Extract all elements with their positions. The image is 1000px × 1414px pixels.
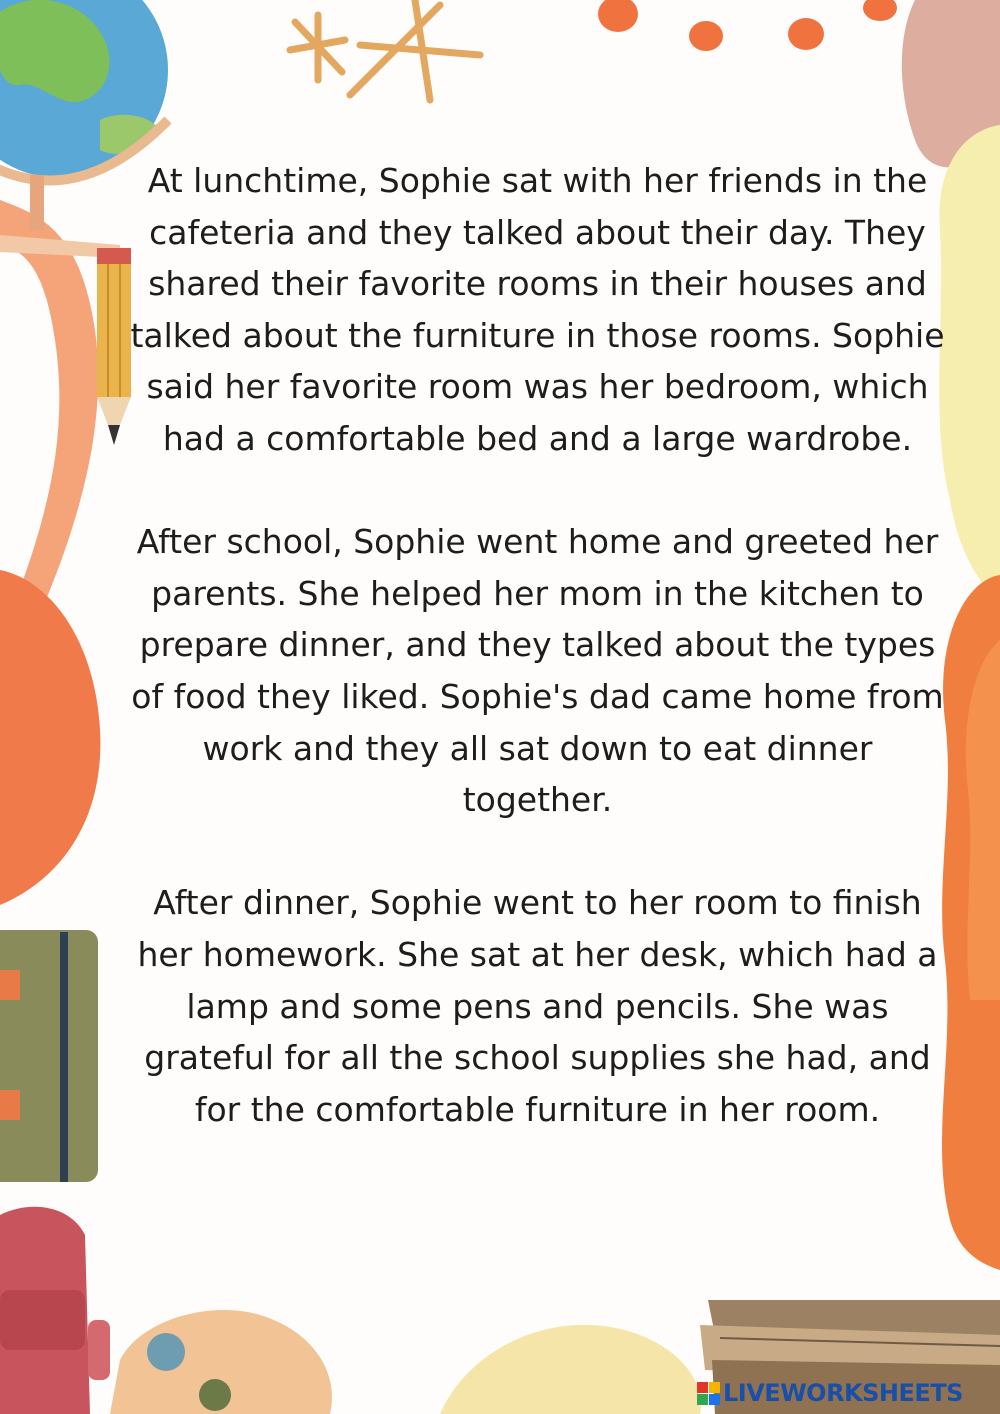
paint-palette-icon bbox=[110, 1310, 332, 1414]
yellow-blob bbox=[939, 125, 1000, 600]
watermark-text: LIVEWORKSHEETS bbox=[723, 1379, 963, 1407]
sparkle-stars-icon bbox=[290, 0, 480, 100]
pencil-icon bbox=[97, 248, 131, 445]
yellow-swirl bbox=[440, 1325, 701, 1414]
orange-dots-icon bbox=[598, 0, 897, 51]
story-paragraph-1: At lunchtime, Sophie sat with her friends in the cafeteria and they talked about their day. They shared their favorite rooms in their houses and talked about the furniture in those rooms. Sophie said her favorite room was her bedroom, which had a comfortable bed and a large wardrobe. bbox=[130, 161, 945, 458]
liveworksheets-logo-icon bbox=[697, 1382, 720, 1405]
backpack-icon bbox=[0, 1207, 110, 1414]
story-paragraph-2: After school, Sophie went home and greeted her parents. She helped her mom in the kitchen to prepare dinner, and they talked about the types of food they liked. Sophie's dad came home from work and they all sat down to eat dinner together. bbox=[131, 522, 944, 820]
story-text bbox=[130, 155, 945, 1135]
orange-blob-left bbox=[0, 570, 100, 905]
story-paragraph-3: After dinner, Sophie went to her room to finish her homework. She sat at her desk, which had a lamp and some pens and pencils. She was grateful for all the school supplies she had, and for the comfortable furniture in her room. bbox=[137, 883, 938, 1129]
notebook-icon bbox=[0, 930, 98, 1182]
liveworksheets-watermark bbox=[697, 1377, 963, 1409]
